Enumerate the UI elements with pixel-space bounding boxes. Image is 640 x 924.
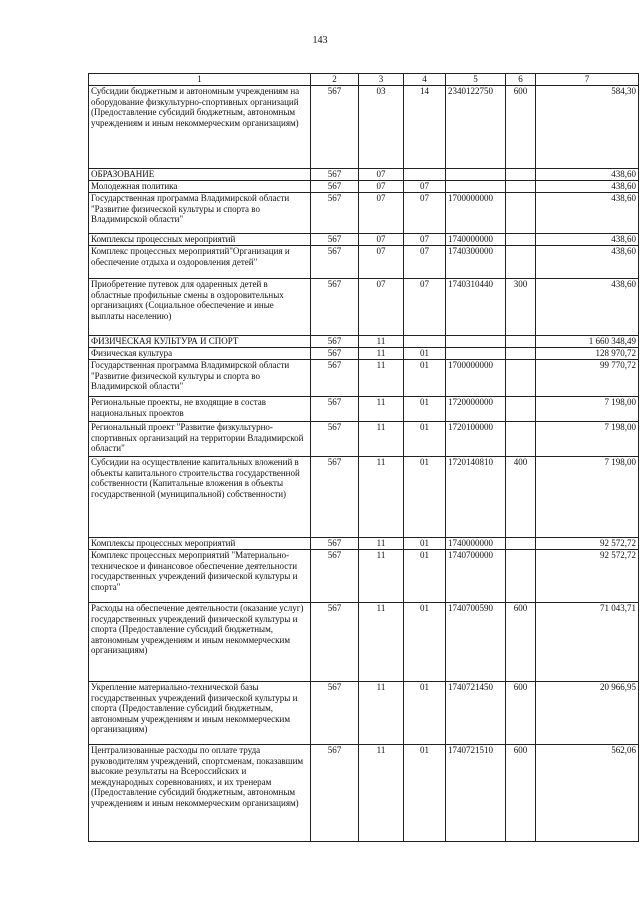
subsection-code: 01 (404, 348, 446, 360)
target-article-code: 1720140810 (446, 457, 506, 538)
item-name: ФИЗИЧЕСКАЯ КУЛЬТУРА И СПОРТ (89, 336, 311, 348)
header-cell: 6 (506, 74, 536, 86)
amount: 438,60 (536, 181, 639, 193)
target-article-code: 1740721450 (446, 682, 506, 745)
page-number: 143 (312, 35, 328, 46)
section-code: 07 (359, 246, 404, 279)
section-code: 11 (359, 745, 404, 842)
target-article-code (446, 348, 506, 360)
target-article-code: 1740300000 (446, 246, 506, 279)
item-name: ОБРАЗОВАНИЕ (89, 169, 311, 181)
expense-type-code: 600 (506, 603, 536, 682)
ved-code: 567 (311, 193, 359, 234)
ved-code: 567 (311, 745, 359, 842)
item-name: Субсидии на осуществление капитальных вложений в объекты капитального строительства государственной собственности (Капитальные вложения в объекты государственной (муниципальной) собственности) (89, 457, 311, 538)
header-cell: 7 (536, 74, 639, 86)
target-article-code: 1700000000 (446, 193, 506, 234)
expense-type-code: 600 (506, 745, 536, 842)
table-row (89, 234, 639, 246)
ved-code: 567 (311, 550, 359, 603)
subsection-code (404, 169, 446, 181)
subsection-code: 01 (404, 682, 446, 745)
item-name: Государственная программа Владимирской области "Развитие физической культуры и спорта во Владимирской области" (89, 193, 311, 234)
item-name: Расходы на обеспечение деятельности (оказание услуг) государственных учреждений физической культуры и спорта (Предоставление субсидий бюджетным, автономным учреждениям и иным некоммерческим организациям) (89, 603, 311, 682)
section-code: 03 (359, 86, 404, 169)
amount: 7 198,00 (536, 457, 639, 538)
ved-code: 567 (311, 397, 359, 422)
expense-type-code (506, 538, 536, 550)
section-code: 07 (359, 193, 404, 234)
expense-type-code (506, 246, 536, 279)
expense-type-code (506, 181, 536, 193)
table-row (89, 279, 639, 336)
subsection-code: 07 (404, 181, 446, 193)
item-name: Молодежная политика (89, 181, 311, 193)
ved-code: 567 (311, 279, 359, 336)
ved-code: 567 (311, 169, 359, 181)
amount: 92 572,72 (536, 550, 639, 603)
amount: 438,60 (536, 279, 639, 336)
expense-type-code (506, 360, 536, 397)
amount: 7 198,00 (536, 422, 639, 457)
section-code: 07 (359, 169, 404, 181)
subsection-code: 14 (404, 86, 446, 169)
amount: 438,60 (536, 169, 639, 181)
header-cell: 2 (311, 74, 359, 86)
subsection-code: 01 (404, 550, 446, 603)
target-article-code (446, 169, 506, 181)
expense-type-code (506, 336, 536, 348)
target-article-code: 1740000000 (446, 234, 506, 246)
amount: 92 572,72 (536, 538, 639, 550)
expense-type-code (506, 169, 536, 181)
subsection-code: 07 (404, 234, 446, 246)
subsection-code: 01 (404, 360, 446, 397)
target-article-code: 1720100000 (446, 422, 506, 457)
item-name: Физическая культура (89, 348, 311, 360)
item-name: Комплексы процессных мероприятий (89, 538, 311, 550)
item-name: Централизованные расходы по оплате труда руководителям учреждений, спортсменам, показавшим высокие результаты на Всероссийских и международных соревнованиях, и их тренерам (Предоставление субсидий бюджетным, автономным учреждениям и иным некоммерческим организациям) (89, 745, 311, 842)
target-article-code: 1740700590 (446, 603, 506, 682)
ved-code: 567 (311, 422, 359, 457)
table-row (89, 348, 639, 360)
section-code: 07 (359, 279, 404, 336)
item-name: Укрепление материально-технической базы государственных учреждений физической культуры и спорта (Предоставление субсидий бюджетным, автономным учреждениям и иным некоммерческим организациям) (89, 682, 311, 745)
table-row (89, 193, 639, 234)
section-code: 07 (359, 234, 404, 246)
item-name: Приобретение путевок для одаренных детей в областные профильные смены в оздоровительных организациях (Социальное обеспечение и иные выплаты населению) (89, 279, 311, 336)
section-code: 11 (359, 348, 404, 360)
table-row (89, 745, 639, 842)
section-code: 11 (359, 603, 404, 682)
section-code: 11 (359, 422, 404, 457)
expense-type-code (506, 397, 536, 422)
target-article-code: 1740000000 (446, 538, 506, 550)
item-name: Региональный проект "Развитие физкультурно-спортивных организаций на территории Владимирской области" (89, 422, 311, 457)
target-article-code (446, 336, 506, 348)
expense-type-code (506, 193, 536, 234)
subsection-code: 01 (404, 538, 446, 550)
ved-code: 567 (311, 360, 359, 397)
subsection-code: 07 (404, 246, 446, 279)
expense-type-code (506, 348, 536, 360)
section-code: 07 (359, 181, 404, 193)
ved-code: 567 (311, 603, 359, 682)
table-row (89, 336, 639, 348)
expense-type-code: 400 (506, 457, 536, 538)
budget-table (88, 73, 639, 842)
amount: 438,60 (536, 234, 639, 246)
table-row (89, 397, 639, 422)
table-row (89, 169, 639, 181)
target-article-code: 1720000000 (446, 397, 506, 422)
ved-code: 567 (311, 538, 359, 550)
amount: 71 043,71 (536, 603, 639, 682)
header-cell: 3 (359, 74, 404, 86)
table-row (89, 86, 639, 169)
amount: 7 198,00 (536, 397, 639, 422)
section-code: 11 (359, 360, 404, 397)
section-code: 11 (359, 550, 404, 603)
amount: 438,60 (536, 246, 639, 279)
header-row (89, 74, 639, 86)
table-row (89, 538, 639, 550)
ved-code: 567 (311, 348, 359, 360)
expense-type-code (506, 234, 536, 246)
section-code: 11 (359, 682, 404, 745)
table-row (89, 246, 639, 279)
table-row (89, 603, 639, 682)
section-code: 11 (359, 457, 404, 538)
ved-code: 567 (311, 234, 359, 246)
expense-type-code: 600 (506, 86, 536, 169)
item-name: Региональные проекты, не входящие в состав национальных проектов (89, 397, 311, 422)
subsection-code: 07 (404, 193, 446, 234)
item-name: Государственная программа Владимирской области "Развитие физической культуры и спорта во Владимирской области" (89, 360, 311, 397)
ved-code: 567 (311, 86, 359, 169)
ved-code: 567 (311, 246, 359, 279)
amount: 562,06 (536, 745, 639, 842)
table-row (89, 682, 639, 745)
amount: 438,60 (536, 193, 639, 234)
expense-type-code (506, 550, 536, 603)
table-row (89, 422, 639, 457)
ved-code: 567 (311, 457, 359, 538)
item-name: Комплексы процессных мероприятий (89, 234, 311, 246)
expense-type-code (506, 422, 536, 457)
subsection-code: 01 (404, 603, 446, 682)
amount: 20 966,95 (536, 682, 639, 745)
header-cell: 1 (89, 74, 311, 86)
target-article-code: 1740721510 (446, 745, 506, 842)
section-code: 11 (359, 397, 404, 422)
subsection-code (404, 336, 446, 348)
subsection-code: 07 (404, 279, 446, 336)
target-article-code: 2340122750 (446, 86, 506, 169)
header-cell: 5 (446, 74, 506, 86)
section-code: 11 (359, 336, 404, 348)
item-name: Комплекс процессных мероприятий"Организация и обеспечение отдыха и оздоровления детей" (89, 246, 311, 279)
ved-code: 567 (311, 336, 359, 348)
header-cell: 4 (404, 74, 446, 86)
amount: 584,30 (536, 86, 639, 169)
target-article-code: 1740700000 (446, 550, 506, 603)
subsection-code: 01 (404, 397, 446, 422)
table-row (89, 550, 639, 603)
target-article-code: 1740310440 (446, 279, 506, 336)
item-name: Комплекс процессных мероприятий "Материально-техническое и финансовое обеспечение деятельности государственных учреждений физической культуры и спорта" (89, 550, 311, 603)
ved-code: 567 (311, 181, 359, 193)
section-code: 11 (359, 538, 404, 550)
ved-code: 567 (311, 682, 359, 745)
expense-type-code: 300 (506, 279, 536, 336)
subsection-code: 01 (404, 745, 446, 842)
amount: 99 770,72 (536, 360, 639, 397)
target-article-code (446, 181, 506, 193)
table-row (89, 181, 639, 193)
target-article-code: 1700000000 (446, 360, 506, 397)
subsection-code: 01 (404, 457, 446, 538)
subsection-code: 01 (404, 422, 446, 457)
table-row (89, 457, 639, 538)
expense-type-code: 600 (506, 682, 536, 745)
amount: 128 970,72 (536, 348, 639, 360)
item-name: Субсидии бюджетным и автономным учреждениям на оборудование физкультурно-спортивных организаций (Предоставление субсидий бюджетным, автономным учреждениям и иным некоммерческим организациям) (89, 86, 311, 169)
amount: 1 660 348,49 (536, 336, 639, 348)
table-row (89, 360, 639, 397)
